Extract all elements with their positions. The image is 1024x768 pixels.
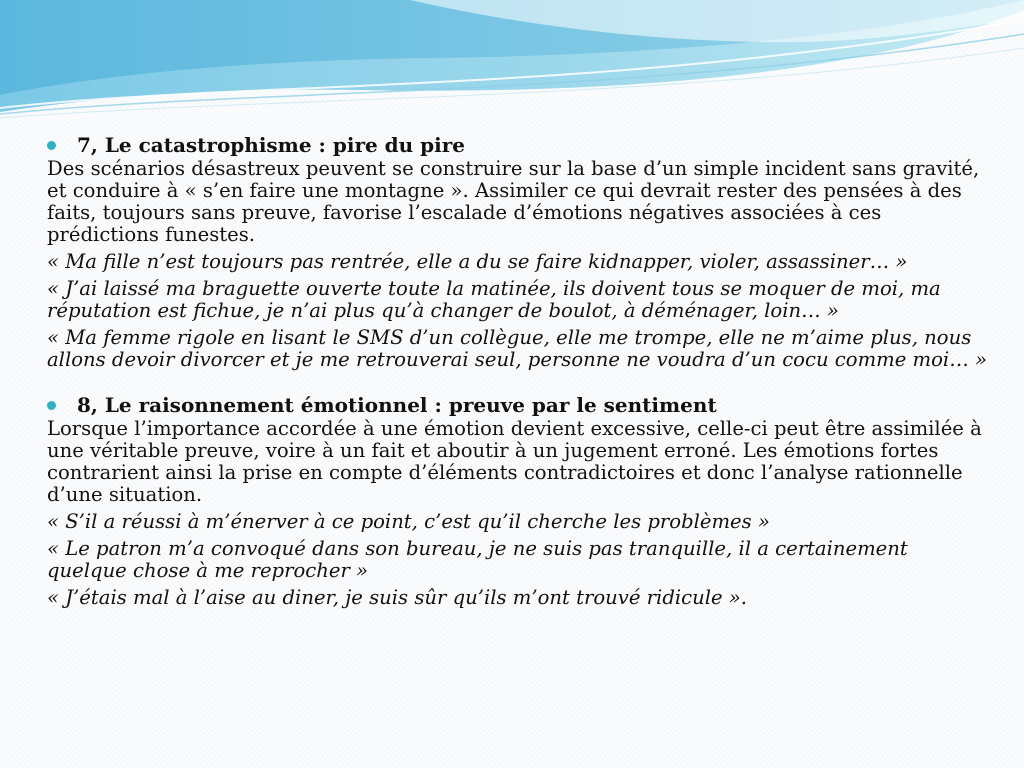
example-quote: « Ma femme rigole en lisant le SMS d’un collègue, elle me trompe, elle ne m’aime plus, nous allons devoir divorcer et je me retrouverai seul, personne ne voudra d’un cocu comme moi… » <box>47 326 988 371</box>
example-quote: « Le patron m’a convoqué dans son bureau, je ne suis pas tranquille, il a certainement quelque chose à me reprocher » <box>47 537 908 582</box>
section-catastrophisme <box>47 132 992 371</box>
section-body: Lorsque l’importance accordée à une émotion devient excessive, celle-ci peut être assimilée à une véritable preuve, voire à un fait et aboutir à un jugement erroné. Les émotions fortes contrarient ainsi la prise en compte d’éléments contradictoires et donc l’analyse rationnelle d’une situation. <box>47 417 982 506</box>
example-quote: « J’étais mal à l’aise au diner, je suis sûr qu’ils m’ont trouvé ridicule ». <box>47 586 748 609</box>
section-raisonnement-emotionnel <box>47 392 992 609</box>
bullet-icon <box>47 401 56 410</box>
example-quote: « Ma fille n’est toujours pas rentrée, elle a du se faire kidnapper, violer, assassiner… » <box>47 250 908 273</box>
section-heading-text: 8, Le raisonnement émotionnel : preuve par le sentiment <box>77 393 717 417</box>
section-heading <box>47 392 992 418</box>
header-wave-decoration <box>0 0 1024 120</box>
example-quote: « S’il a réussi à m’énerver à ce point, c’est qu’il cherche les problèmes » <box>47 510 770 533</box>
slide-content <box>47 132 992 609</box>
section-heading-text: 7, Le catastrophisme : pire du pire <box>77 133 466 157</box>
example-quote: « J’ai laissé ma braguette ouverte toute la matinée, ils doivent tous se moquer de moi, ma réputation est fichue, je n’ai plus qu’à changer de boulot, à déménager, loin… » <box>47 277 941 322</box>
bullet-icon <box>47 141 56 150</box>
section-body: Des scénarios désastreux peuvent se construire sur la base d’un simple incident sans gravité, et conduire à « s’en faire une montagne ». Assimiler ce qui devrait rester des pensées à des faits, toujours sans preuve, favorise l’escalade d’émotions négatives associées à ces prédictions funestes. <box>47 157 980 246</box>
section-heading <box>47 132 992 158</box>
